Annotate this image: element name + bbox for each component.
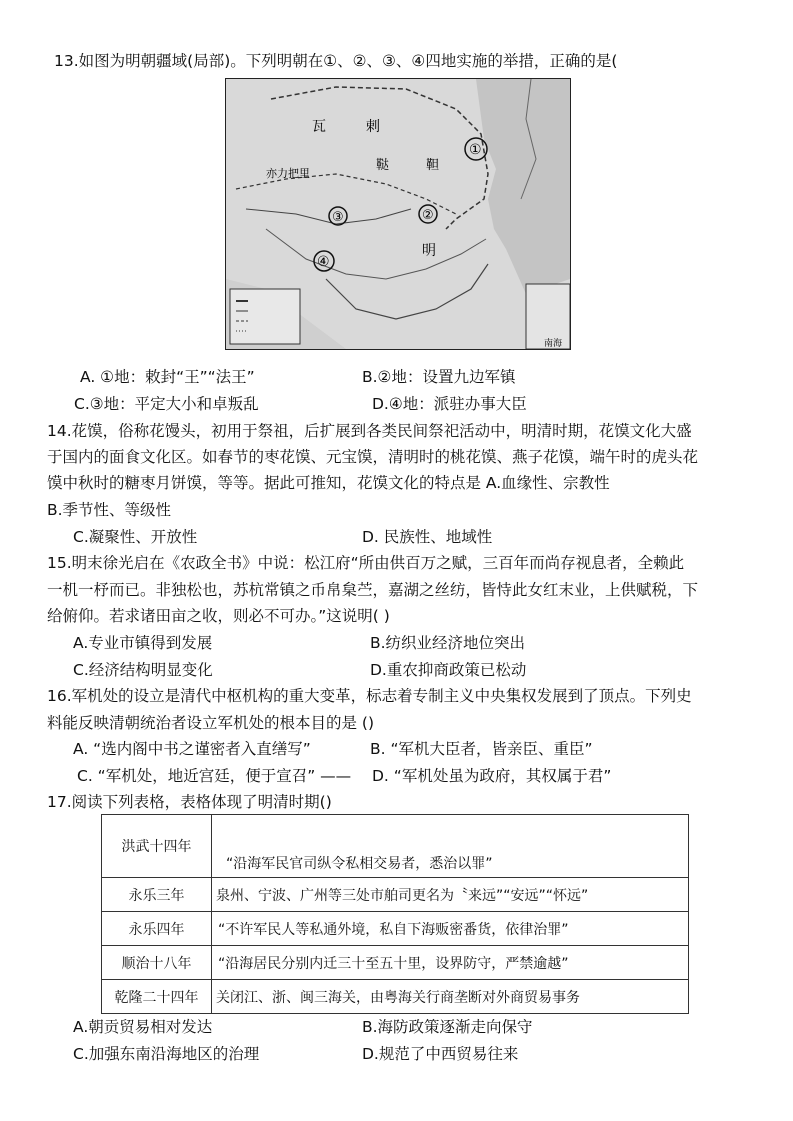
table-year-cell: 永乐四年 — [102, 912, 212, 946]
q13-option-d: D.④地：派驻办事大臣 — [372, 395, 527, 413]
q13-option-a: A. ①地：敕封“王”“法王” — [80, 368, 255, 386]
q17-option-d: D.规范了中西贸易往来 — [362, 1045, 519, 1063]
q15-line-3: 给俯仰。若求诸田亩之收，则必不可办。”这说明( ) — [47, 607, 390, 625]
map-label-yilibali: 亦力把里 — [266, 167, 310, 180]
q16-option-c: C. “军机处，地近宫廷，便于宣召” —— — [77, 767, 352, 785]
map-marker-1: ① — [469, 142, 482, 158]
table-row — [102, 878, 689, 912]
table-row — [102, 815, 689, 878]
map-label-la: 剌 — [366, 119, 380, 135]
q15-option-c: C.经济结构明显变化 — [73, 661, 213, 679]
map-label-nanhai: 南海 — [544, 339, 563, 349]
q15-option-a: A.专业市镇得到发展 — [73, 634, 213, 652]
q13-option-c: C.③地：平定大小和卓叛乱 — [74, 395, 259, 413]
map-marker-3: ③ — [332, 210, 344, 225]
q16-line-1: 16.军机处的设立是清代中枢机构的重大变革，标志着专制主义中央集权发展到了顶点。下列史 — [47, 687, 692, 705]
q16-line-2: 料能反映清朝统治者设立军机处的根本目的是 () — [47, 714, 375, 732]
q14-line-4: B.季节性、等级性 — [47, 501, 172, 519]
table-row — [102, 980, 689, 1014]
table-text-cell: “不许军民人等私通外境，私自下海贩密番货，依律治罪” — [212, 912, 689, 946]
ming-territory-map — [225, 78, 571, 350]
q14-option-c: C.凝聚性、开放性 — [73, 528, 198, 546]
q15-option-d: D.重农抑商政策已松动 — [370, 661, 527, 679]
table-year-cell: 洪武十四年 — [102, 815, 212, 878]
table-year-cell: 永乐三年 — [102, 878, 212, 912]
table-text-cell: “沿海军民官司纵令私相交易者，悉治以罪” — [212, 815, 689, 878]
table-text-cell: 泉州、宁波、广州等三处市舶司更名为〝来远”“安远”“怀远” — [212, 878, 689, 912]
map-marker-2: ② — [422, 208, 434, 223]
q13-stem: 13.如图为明朝疆域(局部)。下列明朝在①、②、③、④四地实施的举措，正确的是( — [54, 52, 618, 70]
q17-stem: 17.阅读下列表格，表格体现了明清时期() — [47, 793, 332, 811]
q15-option-b: B.纺织业经济地位突出 — [370, 634, 526, 652]
map-drawing — [226, 79, 570, 349]
q14-line-2: 于国内的面食文化区。如春节的枣花馍、元宝馍，清明时的桃花馍、燕子花馍，端午时的虎头花 — [47, 448, 699, 466]
q17-option-c: C.加强东南沿海地区的治理 — [73, 1045, 260, 1063]
q14-option-d: D. 民族性、地域性 — [362, 528, 493, 546]
q17-table — [101, 814, 689, 1014]
q17-option-b: B.海防政策逐渐走向保守 — [362, 1018, 533, 1036]
table-text-cell: 关闭江、浙、闽三海关，由粤海关行商垄断对外商贸易事务 — [212, 980, 689, 1014]
q14-line-1: 14.花馍，俗称花馒头，初用于祭祖，后扩展到各类民间祭祀活动中，明清时期，花馍文化大盛 — [47, 422, 692, 440]
q15-line-2: 一机一杼而已。非独松也，苏杭常镇之币帛枲苎，嘉湖之丝纺，皆恃此女红末业，上供赋税，下 — [47, 581, 699, 599]
table-row — [102, 912, 689, 946]
map-label-dan: 靼 — [426, 158, 440, 173]
q16-option-d: D. “军机处虽为政府，其权属于君” — [372, 767, 612, 785]
table-year-cell: 乾隆二十四年 — [102, 980, 212, 1014]
q14-line-3: 馍中秋时的糖枣月饼馍，等等。据此可推知，花馍文化的特点是 A.血缘性、宗教性 — [47, 474, 610, 492]
map-marker-4: ④ — [317, 254, 330, 270]
map-label-da: 鞑 — [376, 158, 390, 173]
table-row — [102, 946, 689, 980]
table-year-cell: 顺治十八年 — [102, 946, 212, 980]
map-label-ming: 明 — [422, 243, 436, 259]
table-text-cell: “沿海居民分别内迁三十至五十里，设界防守，严禁逾越” — [212, 946, 689, 980]
q16-option-a: A. “选内阁中书之谨密者入直缮写” — [73, 740, 311, 758]
q17-option-a: A.朝贡贸易相对发达 — [73, 1018, 213, 1036]
q16-option-b: B. “军机大臣者，皆亲臣、重臣” — [370, 740, 593, 758]
q13-option-b: B.②地：设置九边军镇 — [362, 368, 516, 386]
q15-line-1: 15.明末徐光启在《农政全书》中说：松江府“所由供百万之赋，三百年而尚存视息者，全赖此 — [47, 554, 685, 572]
map-label-wa: 瓦 — [312, 119, 326, 135]
